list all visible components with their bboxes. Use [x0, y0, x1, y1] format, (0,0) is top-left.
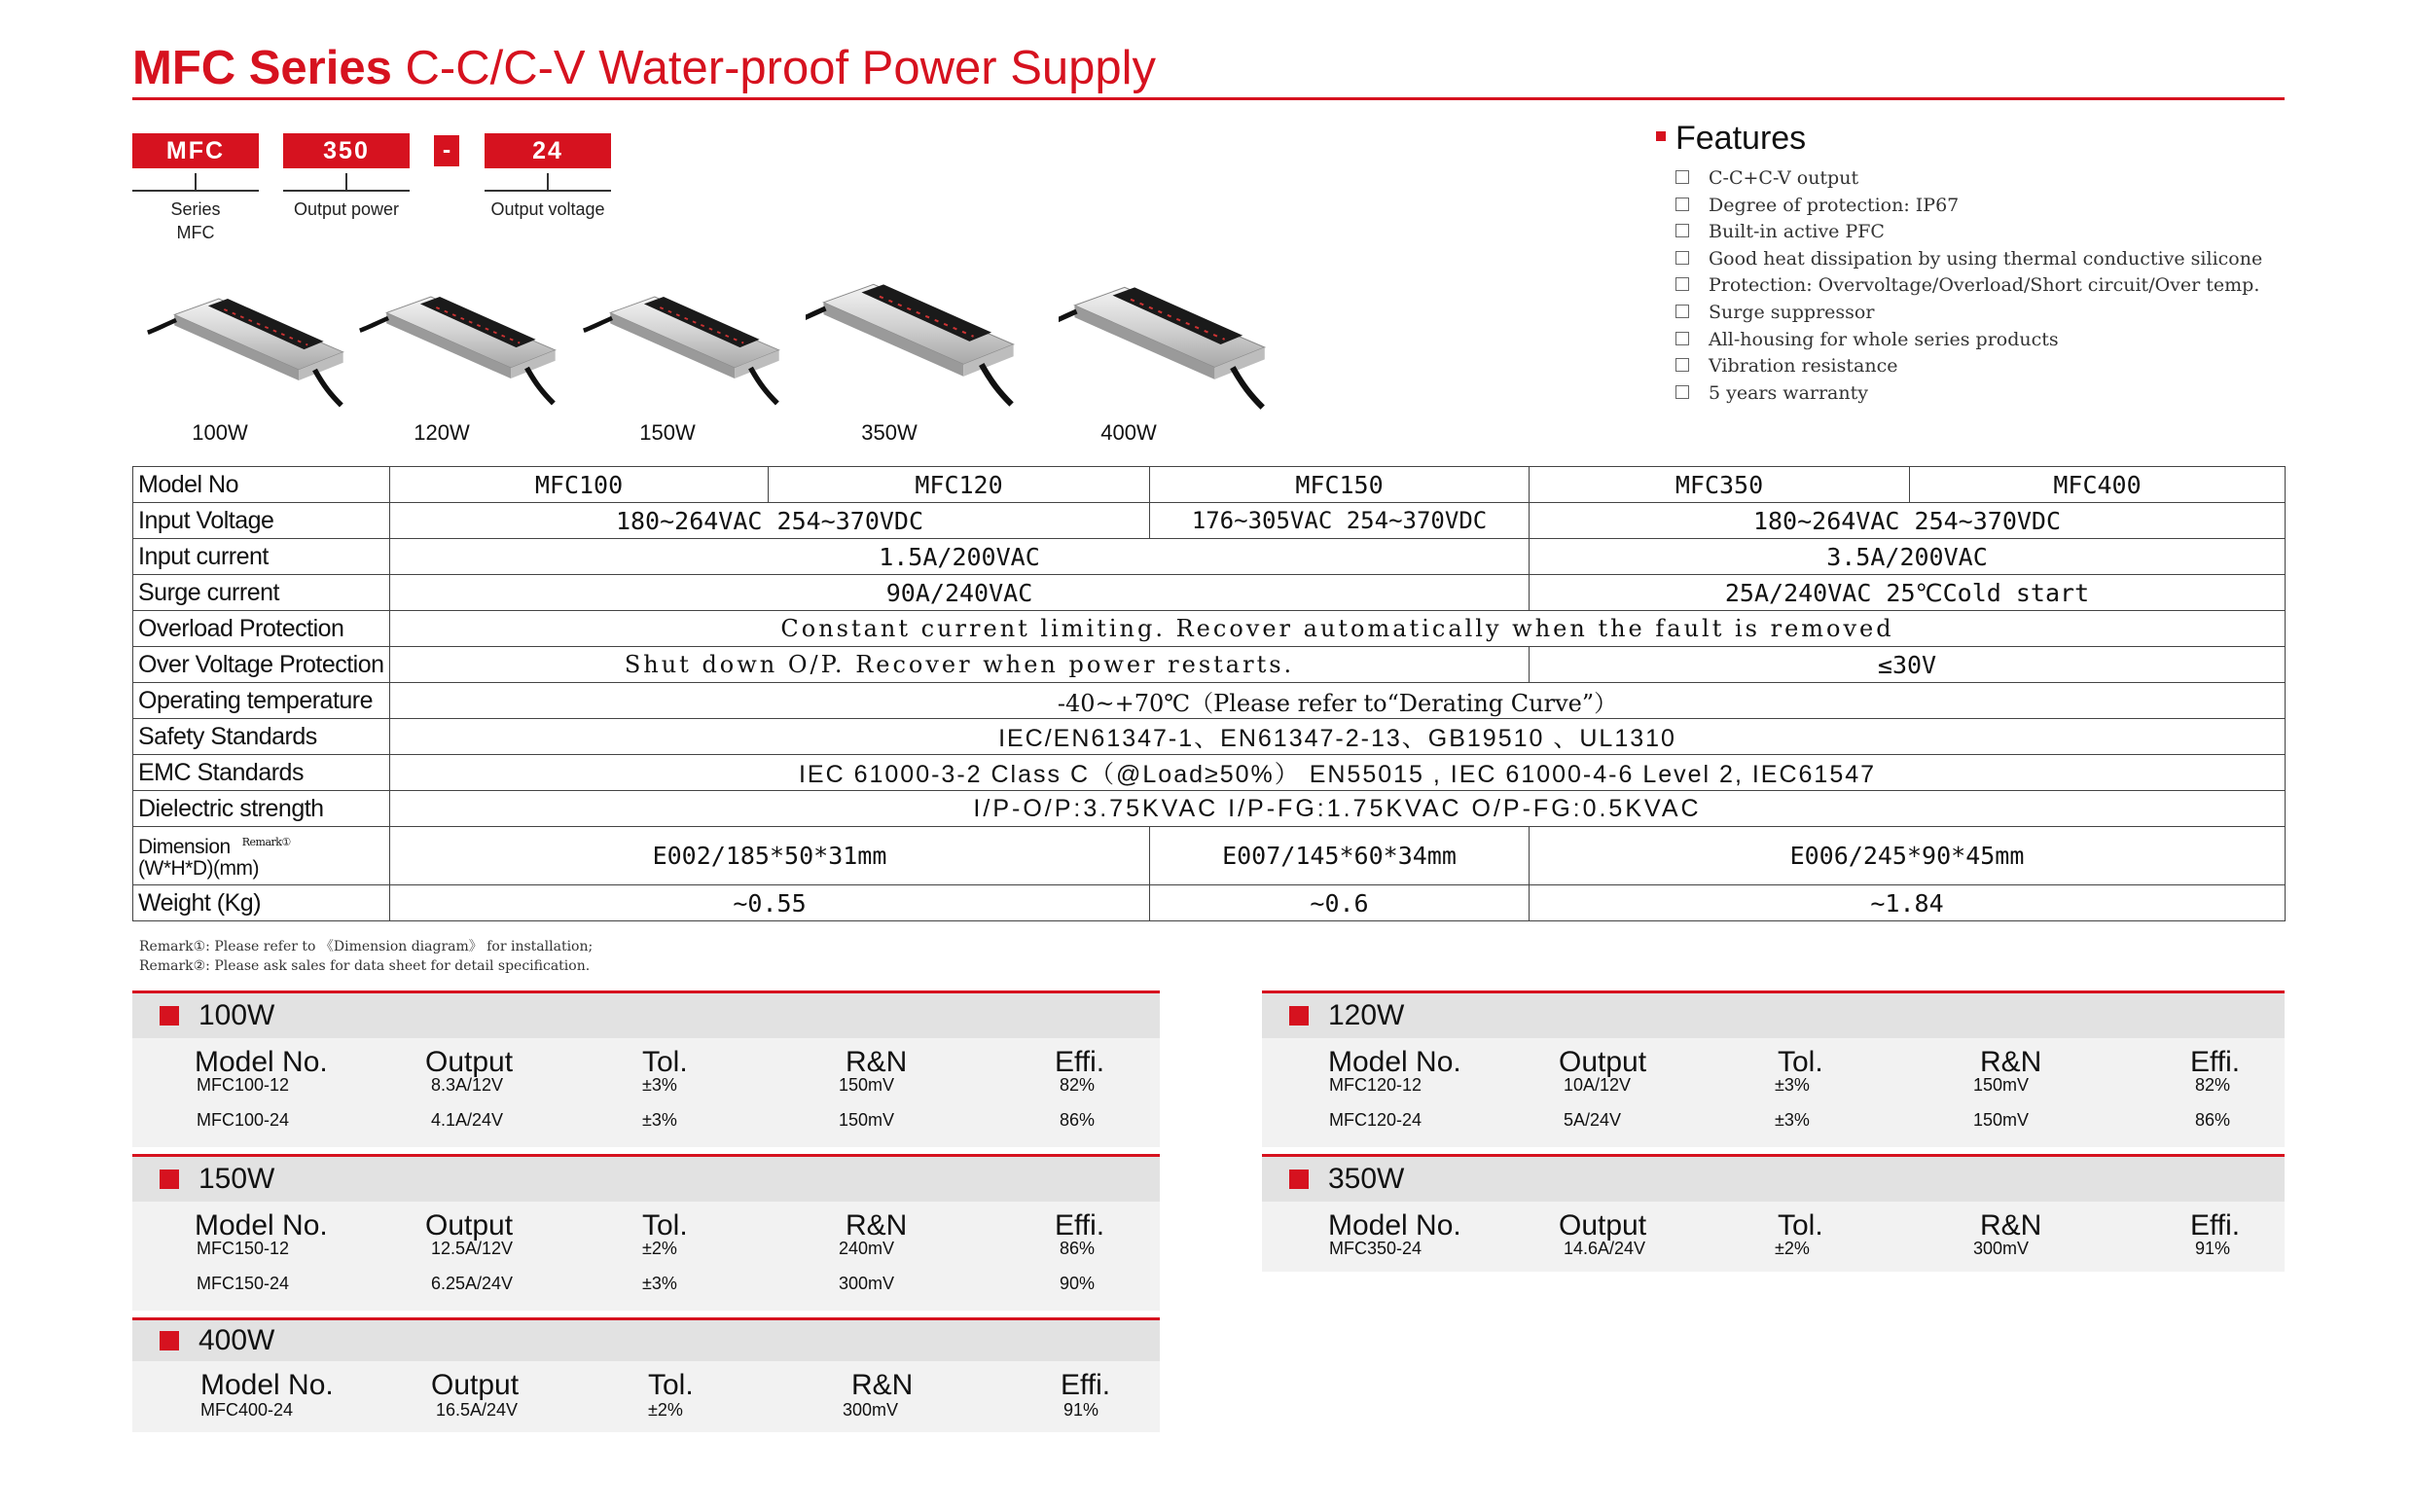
spec-row-input-voltage	[133, 503, 2286, 539]
checkbox-icon	[1675, 332, 1689, 345]
spec-cell: -40~+70℃（Please refer to“Derating Curve”）	[390, 683, 2286, 719]
spec-label: Overload Protection	[133, 611, 390, 647]
col-header: Output	[1559, 1046, 1647, 1078]
features-bullet-icon	[1656, 131, 1666, 141]
spec-cell: E007/145*60*34mm	[1150, 827, 1530, 885]
product-image-120w	[358, 280, 562, 416]
spec-cell: 25A/240VAC 25℃Cold start	[1530, 575, 2286, 611]
col-header: Tol.	[1778, 1046, 1823, 1078]
col-header: R&N	[851, 1369, 914, 1401]
model-table-400w	[132, 1317, 1160, 1432]
product-image-400w	[1059, 269, 1273, 424]
title-rule	[132, 97, 2285, 100]
product-label-350w: 350W	[861, 420, 918, 445]
cell: MFC120-24	[1329, 1110, 1423, 1130]
cell: 150mV	[839, 1075, 895, 1095]
spec-cell: MFC100	[390, 467, 769, 503]
product-image-150w	[582, 280, 786, 416]
spec-label: EMC Standards	[133, 755, 390, 791]
col-header: R&N	[846, 1046, 908, 1078]
code-series-tick	[195, 173, 197, 191]
model-table-header	[1262, 993, 2285, 1038]
cell: ±2%	[642, 1239, 677, 1258]
spec-cell: ~0.6	[1150, 885, 1530, 921]
spec-cell: I/P-O/P:3.75KVAC I/P-FG:1.75KVAC O/P-FG:0.5KVAC	[390, 791, 2286, 827]
spec-table	[132, 466, 2286, 921]
spec-cell: ~1.84	[1530, 885, 2286, 921]
code-voltage-box: 24	[485, 133, 611, 168]
cell: ±3%	[1775, 1075, 1810, 1095]
spec-cell: E002/185*50*31mm	[390, 827, 1150, 885]
feature-text: All-housing for whole series products	[1709, 328, 2059, 350]
col-header: Tol.	[642, 1209, 688, 1242]
feature-item	[1675, 219, 2262, 246]
spec-row-over-voltage	[133, 647, 2286, 683]
model-table-title: 150W	[198, 1163, 275, 1195]
cell: ±3%	[642, 1075, 677, 1095]
table-row	[1262, 1069, 2285, 1104]
col-header: Model No.	[200, 1369, 334, 1401]
cell: MFC150-24	[197, 1274, 290, 1293]
cell: 150mV	[839, 1110, 895, 1130]
col-header: Output	[431, 1369, 520, 1401]
spec-cell: 3.5A/200VAC	[1530, 539, 2286, 575]
model-table-120w	[1262, 990, 2285, 1147]
cell: ±3%	[1775, 1110, 1810, 1130]
code-power-tick	[345, 173, 347, 191]
remarks	[139, 937, 593, 976]
code-power-box: 350	[283, 133, 410, 168]
spec-row-operating-temp	[133, 683, 2286, 719]
cell: 150mV	[1973, 1075, 2030, 1095]
bullet-icon	[1289, 1006, 1309, 1026]
col-header: Effi.	[2190, 1046, 2241, 1078]
spec-cell: MFC120	[769, 467, 1150, 503]
spec-cell: 90A/240VAC	[390, 575, 1530, 611]
model-table-title: 100W	[198, 999, 275, 1031]
model-table-title: 350W	[1328, 1163, 1405, 1195]
checkbox-icon	[1675, 385, 1689, 399]
spec-label: Safety Standards	[133, 719, 390, 755]
model-table-350w	[1262, 1154, 2285, 1272]
model-table-header	[132, 1157, 1160, 1202]
cell: ±2%	[1775, 1239, 1810, 1258]
spec-row-input-current	[133, 539, 2286, 575]
spec-label	[133, 827, 390, 885]
feature-text: Degree of protection: IP67	[1709, 194, 1960, 216]
feature-text: Vibration resistance	[1709, 355, 1898, 378]
cell: 300mV	[1973, 1239, 2030, 1258]
spec-cell: IEC 61000-3-2 Class C（@Load≥50%） EN55015 , IEC 61000-4-6 Level 2, IEC61547	[390, 755, 2286, 791]
cell: ±3%	[642, 1110, 677, 1130]
table-row	[132, 1104, 1160, 1139]
code-series-sub: MFC	[176, 223, 215, 242]
col-header: Output	[425, 1209, 514, 1242]
checkbox-icon	[1675, 251, 1689, 265]
cell: 240mV	[839, 1239, 895, 1258]
cell: 16.5A/24V	[436, 1400, 519, 1420]
cell: 86%	[1060, 1239, 1096, 1258]
features-list	[1675, 165, 2262, 407]
cell: MFC100-24	[197, 1110, 290, 1130]
spec-label: Operating temperature	[133, 683, 390, 719]
spec-cell: 1.5A/200VAC	[390, 539, 1530, 575]
cell: 14.6A/24V	[1564, 1239, 1646, 1258]
col-header: Effi.	[2190, 1209, 2241, 1242]
product-image-350w	[806, 272, 1029, 418]
checkbox-icon	[1675, 277, 1689, 291]
cell: 12.5A/12V	[431, 1239, 514, 1258]
spec-cell: MFC150	[1150, 467, 1530, 503]
spec-row-dielectric	[133, 791, 2286, 827]
table-row	[132, 1394, 1160, 1429]
feature-item	[1675, 327, 2262, 354]
spec-cell: ≤30V	[1530, 647, 2286, 683]
feature-item	[1675, 165, 2262, 193]
cell: 150mV	[1973, 1110, 2030, 1130]
col-header: Model No.	[1328, 1209, 1461, 1242]
bullet-icon	[1289, 1170, 1309, 1189]
table-row	[1262, 1233, 2285, 1268]
code-voltage-tick	[547, 173, 549, 191]
product-label-100w: 100W	[192, 420, 248, 445]
code-voltage-label: Output voltage	[490, 199, 605, 219]
col-header: Output	[425, 1046, 514, 1078]
code-dash-box: -	[434, 135, 459, 166]
feature-item	[1675, 272, 2262, 300]
table-row	[132, 1268, 1160, 1303]
feature-text: Built-in active PFC	[1709, 221, 1885, 243]
table-row	[132, 1233, 1160, 1268]
feature-item	[1675, 300, 2262, 327]
code-power-label: Output power	[293, 199, 400, 219]
cell: 82%	[2195, 1075, 2231, 1095]
cell: 91%	[2195, 1239, 2231, 1258]
product-label-400w: 400W	[1100, 420, 1157, 445]
col-header: Output	[1559, 1209, 1647, 1242]
cell: 86%	[2195, 1110, 2231, 1130]
col-header: Effi.	[1055, 1046, 1105, 1078]
col-header: R&N	[1980, 1046, 2042, 1078]
remark-line: Remark①: Please refer to 《Dimension diagram》 for installation;	[139, 939, 594, 954]
spec-label: Surge current	[133, 575, 390, 611]
features-heading	[1656, 119, 1806, 158]
checkbox-icon	[1675, 224, 1689, 237]
spec-cell: 176~305VAC 254~370VDC	[1150, 503, 1530, 539]
bullet-icon	[160, 1006, 179, 1026]
col-header: Tol.	[1778, 1209, 1823, 1242]
spec-cell: 180~264VAC 254~370VDC	[390, 503, 1150, 539]
model-table-title: 120W	[1328, 999, 1405, 1031]
cell: MFC100-12	[197, 1075, 290, 1095]
cell: 8.3A/12V	[431, 1075, 504, 1095]
cell: 82%	[1060, 1075, 1096, 1095]
product-label-150w: 150W	[639, 420, 696, 445]
spec-cell: 180~264VAC 254~370VDC	[1530, 503, 2286, 539]
spec-label: Model No	[133, 467, 390, 503]
spec-cell: ~0.55	[390, 885, 1150, 921]
cell: 6.25A/24V	[431, 1274, 514, 1293]
spec-label: Input current	[133, 539, 390, 575]
code-series-label: Series	[170, 199, 221, 219]
dimension-label-units: (W*H*D)(mm)	[138, 857, 259, 880]
code-series-box: MFC	[132, 133, 259, 168]
feature-item	[1675, 193, 2262, 220]
cell: 10A/12V	[1564, 1075, 1632, 1095]
feature-text: Surge suppressor	[1709, 301, 1875, 323]
feature-item	[1675, 353, 2262, 380]
cell: 86%	[1060, 1110, 1096, 1130]
col-header: Effi.	[1055, 1209, 1105, 1242]
spec-label: Weight (Kg)	[133, 885, 390, 921]
spec-cell: E006/245*90*45mm	[1530, 827, 2286, 885]
cell: MFC150-12	[197, 1239, 290, 1258]
col-header: Model No.	[195, 1209, 328, 1242]
col-header: Effi.	[1061, 1369, 1111, 1401]
cell: 4.1A/24V	[431, 1110, 504, 1130]
col-header: Tol.	[642, 1046, 688, 1078]
cell: ±3%	[642, 1274, 677, 1293]
cell: 300mV	[839, 1274, 895, 1293]
bullet-icon	[160, 1331, 179, 1350]
spec-cell: Shut down O/P. Recover when power restarts.	[390, 647, 1530, 683]
spec-cell: MFC350	[1530, 467, 1910, 503]
product-label-120w: 120W	[414, 420, 470, 445]
col-header: Tol.	[648, 1369, 694, 1401]
remark-line: Remark②: Please ask sales for data sheet for detail specification.	[139, 958, 591, 974]
model-table-title: 400W	[198, 1324, 275, 1356]
cell: 90%	[1060, 1274, 1096, 1293]
series-title: MFC Series	[132, 42, 392, 94]
spec-row-safety	[133, 719, 2286, 755]
col-header: Model No.	[195, 1046, 328, 1078]
spec-row-emc	[133, 755, 2286, 791]
page-title	[132, 39, 1156, 97]
feature-text: C-C+C-V output	[1709, 167, 1859, 189]
model-table-header	[132, 993, 1160, 1038]
spec-cell: MFC400	[1910, 467, 2286, 503]
feature-text: Good heat dissipation by using thermal conductive silicone	[1709, 247, 2263, 270]
model-code-diagram	[132, 133, 638, 250]
bullet-icon	[160, 1170, 179, 1189]
cell: 91%	[1063, 1400, 1099, 1420]
product-image-100w	[146, 282, 350, 418]
spec-row-weight	[133, 885, 2286, 921]
spec-label: Over Voltage Protection	[133, 647, 390, 683]
spec-label: Dielectric strength	[133, 791, 390, 827]
feature-item	[1675, 380, 2262, 408]
cell: ±2%	[648, 1400, 683, 1420]
checkbox-icon	[1675, 170, 1689, 184]
spec-row-dimension	[133, 827, 2286, 885]
spec-row-model	[133, 467, 2286, 503]
checkbox-icon	[1675, 198, 1689, 211]
col-header: R&N	[846, 1209, 908, 1242]
table-row	[1262, 1104, 2285, 1139]
model-table-header	[1262, 1157, 2285, 1202]
spec-cell: Constant current limiting. Recover automatically when the fault is removed	[390, 611, 2286, 647]
checkbox-icon	[1675, 305, 1689, 318]
spec-row-surge-current	[133, 575, 2286, 611]
dimension-label: Dimension	[138, 836, 231, 858]
spec-cell: IEC/EN61347-1、EN61347-2-13、GB19510 、UL1310	[390, 719, 2286, 755]
spec-label: Input Voltage	[133, 503, 390, 539]
feature-text: Protection: Overvoltage/Overload/Short circuit/Over temp.	[1709, 274, 2260, 297]
cell: 5A/24V	[1564, 1110, 1622, 1130]
cell: MFC400-24	[200, 1400, 294, 1420]
product-subtitle: C-C/C-V Water-proof Power Supply	[405, 42, 1157, 94]
model-table-header	[132, 1320, 1160, 1361]
cell: MFC120-12	[1329, 1075, 1423, 1095]
col-header: Model No.	[1328, 1046, 1461, 1078]
table-row	[132, 1069, 1160, 1104]
col-header: R&N	[1980, 1209, 2042, 1242]
checkbox-icon	[1675, 358, 1689, 372]
remark-marker: Remark①	[241, 836, 291, 848]
model-table-100w	[132, 990, 1160, 1147]
cell: MFC350-24	[1329, 1239, 1423, 1258]
features-title: Features	[1675, 120, 1807, 157]
feature-text: 5 years warranty	[1709, 381, 1868, 404]
cell: 300mV	[843, 1400, 899, 1420]
feature-item	[1675, 246, 2262, 273]
model-table-150w	[132, 1154, 1160, 1311]
spec-row-overload	[133, 611, 2286, 647]
